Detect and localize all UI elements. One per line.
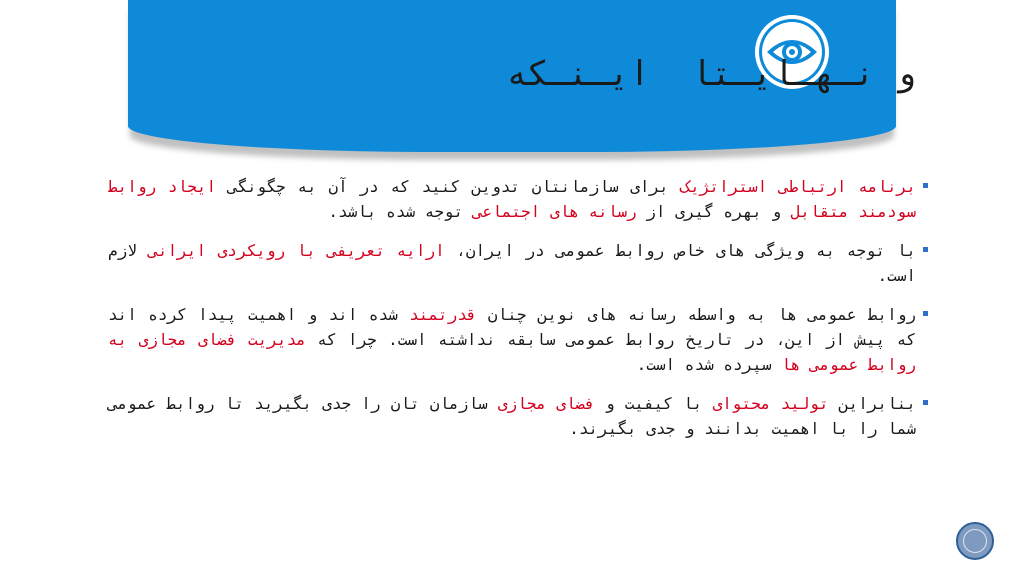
highlight-text: تولید محتوای bbox=[712, 394, 829, 413]
bullet-marker bbox=[923, 400, 928, 405]
body-text: و بهره گیری از bbox=[636, 202, 791, 221]
body-text: توجه شده باشد. bbox=[328, 202, 473, 221]
body-text: برای سازمانتان تدوین کنید که در آن به چگونگی bbox=[216, 177, 681, 196]
body-text: بنابراین bbox=[828, 394, 917, 413]
body-text: سپرده شده است. bbox=[636, 355, 782, 374]
bullet-marker bbox=[923, 183, 928, 188]
body-text: شده اند و اهمیت پیدا کرده اند که پیش از این، در تاریخ روابط عمومی سابقه نداشته است. چرا که bbox=[108, 305, 916, 349]
bullet-item bbox=[108, 302, 928, 377]
body-text: لازم است. bbox=[108, 241, 916, 285]
body-text: روابط عمومی ها به واسطه رسانه های نوین چنان bbox=[476, 305, 917, 324]
highlight-text: مدیریت فضای مجازی به روابط عمومی ها bbox=[108, 330, 916, 374]
highlight-text: ایجاد روابط سودمند متقابل bbox=[108, 177, 916, 221]
slide-title: و نـهـایـتا ایـنـکه bbox=[506, 54, 916, 94]
body-text: با کیفیت و bbox=[594, 394, 713, 413]
bullet-marker bbox=[923, 311, 928, 316]
highlight-text: برنامه ارتباطی استراتژیک bbox=[680, 177, 917, 196]
body-text: سازمان تان را جدی بگیرید تا روابط عمومی شما را با اهمیت بدانند و جدی بگیرند. bbox=[108, 394, 916, 438]
slide-nav-button[interactable] bbox=[956, 522, 994, 560]
bullet-marker bbox=[923, 247, 928, 252]
bullet-item bbox=[108, 174, 928, 224]
highlight-text: رسانه های اجتماعی bbox=[472, 202, 637, 221]
bullet-list bbox=[108, 174, 928, 455]
body-text: با توجه به ویژگی های خاص روابط عمومی در ایران، bbox=[444, 241, 917, 260]
highlight-text: ارایه تعریفی با رویکردی ایرانی bbox=[148, 241, 445, 260]
highlight-text: فضای مجازی bbox=[497, 394, 595, 413]
bullet-item bbox=[108, 238, 928, 288]
bullet-item bbox=[108, 391, 928, 441]
highlight-text: قدرتمند bbox=[409, 305, 477, 324]
